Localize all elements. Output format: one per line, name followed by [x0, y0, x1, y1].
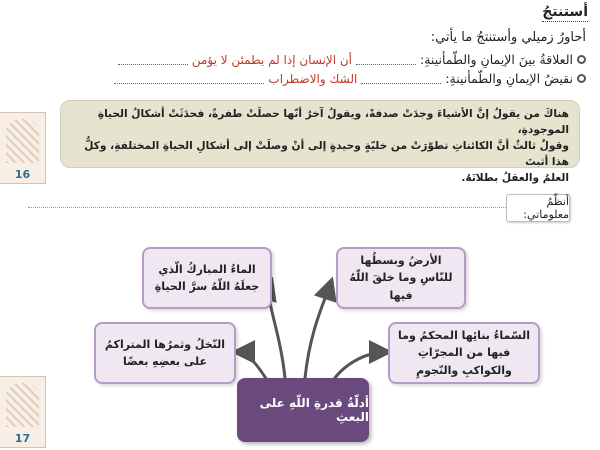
card-water: الماءُ المباركُ الّذي جعلَهُ اللّهُ سرَّ الحياةِ [142, 247, 272, 309]
card-land: الأرضُ وبسطُها للنّاسِ وما خلقَ اللّهُ فيها [336, 247, 466, 309]
question-answer[interactable]: الشك والاضطراب [268, 71, 358, 86]
center-card: أدلّةُ قدرةِ اللّهِ على البعثِ [237, 378, 369, 442]
info-line: وقولٌ ثالثٌ أنَّ الكائناتِ تطوّرَتْ من خليّةٍ وحيدةٍ إلى أنْ وصلَتْ إلى أشكالِ الحياةِ المختلفةِ، وكلُّ هذا أثبتَ [84, 139, 569, 168]
question-answer[interactable]: أن الإنسان إذا لم يطمئن لا يؤمن [191, 52, 353, 67]
card-sky: السّماءُ بنائِها المحكمُ وما فيها من المجرّاتِ والكواكبِ والنّجومِ [388, 322, 540, 384]
card-palm: النّخلُ وثمرُها المتراكمُ على بعضِهِ بعضًا [94, 322, 236, 384]
organize-tab: أنظّمُ معلوماتي: [506, 194, 570, 222]
page-number: 17 [14, 432, 31, 445]
arrow-to-land [305, 285, 330, 378]
intro-text: أحاورُ زميلي وأستنتجُ ما يأتي: [430, 30, 586, 45]
info-line: العلمُ والعقلُ بطلانَهُ. [461, 171, 569, 184]
question-label: نقيضُ الإيمانِ والطّمأنينةِ: [445, 71, 573, 86]
info-line: هناكَ من يقولُ إنَّ الأشياءَ وجدَتْ صدفةً، ويقولُ آخرُ أنّها حصلَتْ طفرةً، فحدَثَتْ أشكالُ الحياةِ الموجودةِ، [97, 108, 569, 136]
section-heading: أستنتجُ [542, 4, 588, 20]
question-label: العلاقةُ بينَ الإيمانِ والطّمأنينةِ: [420, 52, 573, 67]
page-number: 16 [14, 168, 31, 181]
